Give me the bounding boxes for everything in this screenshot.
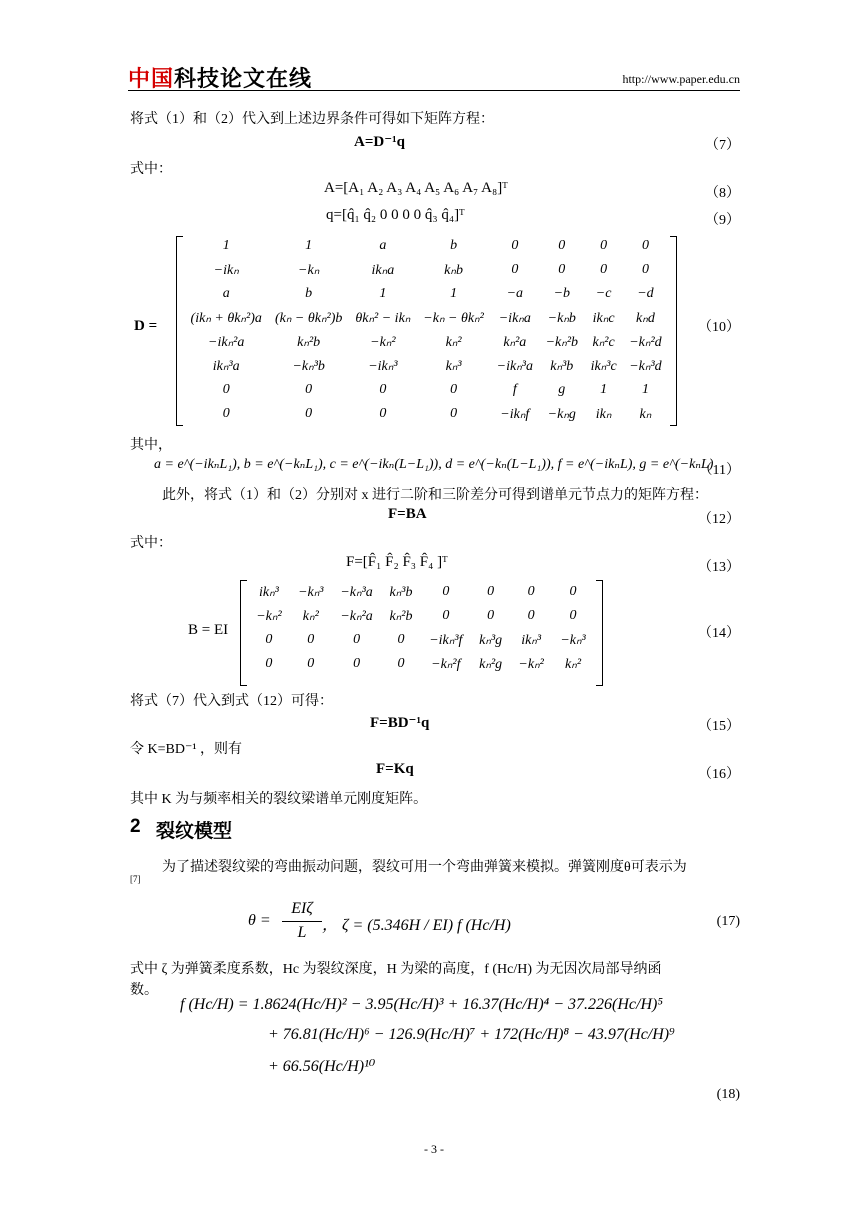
matrix-b-cell: −kₙ²f xyxy=(431,656,461,672)
matrix-d-cell: (ikₙ + θkₙ²)a xyxy=(190,310,262,326)
matrix-b-cell: 0 xyxy=(307,656,315,671)
matrix-b-cell: 0 xyxy=(487,584,495,599)
matrix-b-cell: kₙ³b xyxy=(389,584,413,600)
matrix-b-cell: kₙ² xyxy=(302,608,319,624)
matrix-b-row xyxy=(248,580,594,604)
matrix-d-cell: 0 xyxy=(222,406,230,421)
matrix-d-cell: kₙ³ xyxy=(445,358,462,374)
matrix-d-row xyxy=(184,258,668,282)
matrix-d-cell: −kₙ² xyxy=(370,334,396,350)
paragraph-8: 其中 K 为与频率相关的裂纹梁谱单元刚度矩阵。 xyxy=(130,792,428,807)
matrix-d-cell: −ikₙ³a xyxy=(496,358,533,374)
paragraph-5: 式中： xyxy=(130,536,172,551)
matrix-d-cell: −kₙ xyxy=(298,262,320,278)
matrix-d-cell: −kₙ³d xyxy=(629,358,662,374)
matrix-b-cell: 0 xyxy=(442,584,450,599)
matrix-d-cell: 0 xyxy=(222,382,230,397)
matrix-d-cell: (kₙ − θkₙ²)b xyxy=(274,310,343,326)
matrix-d-cell: kₙ³b xyxy=(550,358,574,374)
equation-17-numerator: EIζ xyxy=(291,900,313,917)
matrix-b-cell: 0 xyxy=(265,656,273,671)
paragraph-2: 式中： xyxy=(130,162,172,177)
equation-18-line-1: f (Hc/H) = 1.8624(Hc/H)² − 3.95(Hc/H)³ + 16.37(Hc/H)⁴ − 37.226(Hc/H)⁵ xyxy=(180,996,663,1013)
paragraph-1: 将式（1）和（2）代入到上述边界条件可得如下矩阵方程： xyxy=(130,112,494,127)
matrix-d-cell: 1 xyxy=(641,382,649,397)
matrix-d-cell: −kₙ³b xyxy=(292,358,325,374)
matrix-b-cell: −kₙ² xyxy=(256,608,282,624)
equation-17-denominator: L xyxy=(297,924,307,941)
matrix-d-cell: 0 xyxy=(641,238,649,253)
matrix-d-cell: 0 xyxy=(641,262,649,277)
matrix-b xyxy=(248,580,594,676)
matrix-b-cell: 0 xyxy=(353,656,361,671)
matrix-d-cell: 0 xyxy=(600,262,608,277)
equation-13: F=[F̂₁ F̂₂ F̂₃ F̂₄ ]ᵀ xyxy=(346,554,448,570)
paragraph-10: 式中 ζ 为弹簧柔度系数，Hc 为裂纹深度，H 为梁的高度，f (Hc/H) 为无因次局部导纳函 xyxy=(130,962,662,977)
equation-17-rhs: ， ζ = (5.346H / EI) f (Hc/H) xyxy=(322,917,511,934)
equation-number-14: （14） xyxy=(698,626,740,641)
matrix-d-cell: kₙb xyxy=(444,262,463,278)
matrix-d-cell: b xyxy=(305,286,313,301)
equation-number-9: （9） xyxy=(705,213,740,228)
paragraph-6: 将式（7）代入到式（12）可得： xyxy=(130,694,333,709)
equation-18-line-3: + 66.56(Hc/H)¹⁰ xyxy=(268,1058,376,1075)
matrix-d-cell: 0 xyxy=(511,262,519,277)
equation-7: A=D⁻¹q xyxy=(354,134,405,150)
matrix-b-cell: ikₙ³ xyxy=(258,584,279,600)
matrix-b-cell: 0 xyxy=(487,608,495,623)
equation-number-17: (17) xyxy=(716,914,740,929)
paragraph-4: 此外，将式（1）和（2）分别对 x 进行二阶和三阶差分可得到谱单元节点力的矩阵方程： xyxy=(162,488,708,503)
matrix-d-row xyxy=(184,402,668,426)
matrix-d-cell: 0 xyxy=(558,238,566,253)
matrix-d-row xyxy=(184,306,668,330)
matrix-d-cell: −kₙb xyxy=(547,310,576,326)
matrix-d-cell: 0 xyxy=(305,406,313,421)
matrix-d-cell: kₙ²c xyxy=(592,334,615,350)
section-number: 2 xyxy=(130,816,141,837)
matrix-d-right-bracket xyxy=(670,236,677,426)
matrix-b-cell: 0 xyxy=(527,584,535,599)
matrix-b-cell: −kₙ³a xyxy=(340,584,373,600)
citation-ref-7: [7] xyxy=(130,874,141,884)
matrix-b-row xyxy=(248,604,594,628)
equation-9: q=[q̂₁ q̂₂ 0 0 0 0 q̂₃ q̂₄]ᵀ xyxy=(326,207,465,223)
matrix-d-cell: 0 xyxy=(450,382,458,397)
matrix-d-cell: 0 xyxy=(600,238,608,253)
logo-black-text: 科技论文在线 xyxy=(174,67,313,92)
matrix-d-cell: 1 xyxy=(222,238,230,253)
matrix-d-cell: −kₙ²b xyxy=(545,334,579,350)
matrix-b-cell: 0 xyxy=(265,632,273,647)
matrix-b-cell: ikₙ³ xyxy=(521,632,542,648)
header-url[interactable]: http://www.paper.edu.cn xyxy=(622,72,740,86)
matrix-b-cell: 0 xyxy=(569,584,577,599)
matrix-d-cell: ikₙ³c xyxy=(590,358,617,374)
matrix-d-row xyxy=(184,282,668,306)
matrix-d-cell: kₙd xyxy=(636,310,655,326)
matrix-b-right-bracket xyxy=(596,580,603,686)
matrix-d-cell: −c xyxy=(595,286,612,301)
equation-number-8: （8） xyxy=(705,186,740,201)
matrix-b-cell: 0 xyxy=(397,656,405,671)
matrix-d-cell: −kₙ − θkₙ² xyxy=(423,310,484,326)
matrix-d-cell: −ikₙ xyxy=(213,262,239,278)
matrix-d-cell: 1 xyxy=(379,286,387,301)
matrix-d-row xyxy=(184,330,668,354)
matrix-b-cell: kₙ²b xyxy=(389,608,413,624)
matrix-d-cell: b xyxy=(450,238,458,253)
equation-17-fraction-line xyxy=(282,921,322,922)
matrix-d-cell: kₙ xyxy=(639,406,652,422)
equation-number-15: （15） xyxy=(698,719,740,734)
matrix-b-cell: −kₙ³ xyxy=(560,632,586,648)
equation-number-13: （13） xyxy=(698,560,740,575)
matrix-d-left-bracket xyxy=(176,236,183,426)
matrix-b-row xyxy=(248,628,594,652)
matrix-b-cell: −ikₙ³f xyxy=(429,632,463,648)
matrix-d-cell: a xyxy=(379,238,387,253)
equation-16: F=Kq xyxy=(376,761,414,777)
matrix-d-cell: ikₙ xyxy=(595,406,612,422)
matrix-d-cell: 0 xyxy=(511,238,519,253)
matrix-d-cell: ikₙa xyxy=(371,262,395,278)
matrix-d-cell: −kₙ²d xyxy=(629,334,662,350)
matrix-d-cell: −ikₙa xyxy=(498,310,531,326)
matrix-b-cell: −kₙ²a xyxy=(340,608,373,624)
matrix-d-cell: ikₙ³a xyxy=(212,358,240,374)
paragraph-9: 为了描述裂纹梁的弯曲振动问题，裂纹可用一个弯曲弹簧来模拟。弹簧刚度θ可表示为 xyxy=(162,860,687,875)
paragraph-3: 其中， xyxy=(130,438,172,453)
matrix-d-cell: ikₙc xyxy=(592,310,615,326)
matrix-d-cell: 0 xyxy=(450,406,458,421)
matrix-b-cell: 0 xyxy=(307,632,315,647)
equation-number-10: （10） xyxy=(698,320,740,335)
matrix-d-cell: 0 xyxy=(379,382,387,397)
matrix-d-cell: −kₙg xyxy=(547,406,576,422)
matrix-b-cell: −kₙ³ xyxy=(298,584,324,600)
page-header xyxy=(128,62,740,91)
matrix-b-left-bracket xyxy=(240,580,247,686)
matrix-b-cell: 0 xyxy=(569,608,577,623)
paragraph-7: 令 K=BD⁻¹ ，则有 xyxy=(130,742,243,757)
equation-11: a = e^(−ikₙL₁), b = e^(−kₙL₁), c = e^(−ikₙ(L−L₁)), d = e^(−kₙ(L−L₁)), f = e^(−ikₙL), g = e^(−kₙL) xyxy=(154,457,714,472)
matrix-d-row xyxy=(184,378,668,402)
matrix-b-cell: kₙ²g xyxy=(479,656,503,672)
matrix-d-cell: a xyxy=(222,286,230,301)
equation-number-7: （7） xyxy=(705,138,740,153)
equation-17-lhs: θ = xyxy=(248,912,271,929)
matrix-b-cell: −kₙ² xyxy=(518,656,544,672)
matrix-d xyxy=(184,234,668,426)
matrix-d-cell: kₙ²b xyxy=(297,334,321,350)
equation-number-11: （11） xyxy=(698,463,740,478)
matrix-b-cell: 0 xyxy=(353,632,361,647)
matrix-d-cell: kₙ²a xyxy=(503,334,527,350)
logo-red-text: 中国 xyxy=(128,67,175,92)
matrix-d-cell: −d xyxy=(637,286,654,301)
matrix-d-cell: 1 xyxy=(450,286,458,301)
matrix-d-cell: 0 xyxy=(305,382,313,397)
section-title: 裂纹模型 xyxy=(156,821,233,842)
matrix-b-cell: 0 xyxy=(527,608,535,623)
matrix-b-cell: kₙ² xyxy=(565,656,582,672)
matrix-d-cell: −ikₙ²a xyxy=(208,334,245,350)
matrix-d-cell: g xyxy=(558,382,566,397)
matrix-d-row xyxy=(184,234,668,258)
equation-number-16: （16） xyxy=(698,767,740,782)
matrix-d-cell: −b xyxy=(553,286,571,301)
equation-number-12: （12） xyxy=(698,512,740,527)
matrix-d-cell: θkₙ² − ikₙ xyxy=(355,310,411,326)
matrix-d-cell: −ikₙf xyxy=(500,406,530,422)
matrix-b-cell: 0 xyxy=(442,608,450,623)
equation-8: A=[A₁ A₂ A₃ A₄ A₅ A₆ A₇ A₈]ᵀ xyxy=(324,180,508,196)
matrix-d-cell: 1 xyxy=(305,238,313,253)
matrix-b-cell: kₙ³g xyxy=(479,632,503,648)
matrix-d-cell: 1 xyxy=(600,382,608,397)
journal-logo xyxy=(128,62,312,93)
matrix-d-cell: −a xyxy=(506,286,524,301)
matrix-d-cell: kₙ² xyxy=(445,334,462,350)
equation-15: F=BD⁻¹q xyxy=(370,715,430,731)
matrix-d-cell: 0 xyxy=(558,262,566,277)
equation-12: F=BA xyxy=(388,506,427,522)
matrix-b-label: B = EI xyxy=(188,622,229,638)
matrix-d-row xyxy=(184,354,668,378)
equation-number-18: (18) xyxy=(716,1087,740,1102)
equation-18-line-2: + 76.81(Hc/H)⁶ − 126.9(Hc/H)⁷ + 172(Hc/H)⁸ − 43.97(Hc/H)⁹ xyxy=(268,1026,675,1043)
matrix-b-cell: 0 xyxy=(397,632,405,647)
matrix-b-row xyxy=(248,652,594,676)
matrix-d-cell: −ikₙ³ xyxy=(368,358,398,374)
matrix-d-label: D = xyxy=(134,318,158,334)
matrix-d-cell: 0 xyxy=(379,406,387,421)
matrix-d-cell: f xyxy=(512,382,517,397)
page-number: - 3 - xyxy=(424,1142,444,1156)
paragraph-11: 数。 xyxy=(130,983,158,998)
